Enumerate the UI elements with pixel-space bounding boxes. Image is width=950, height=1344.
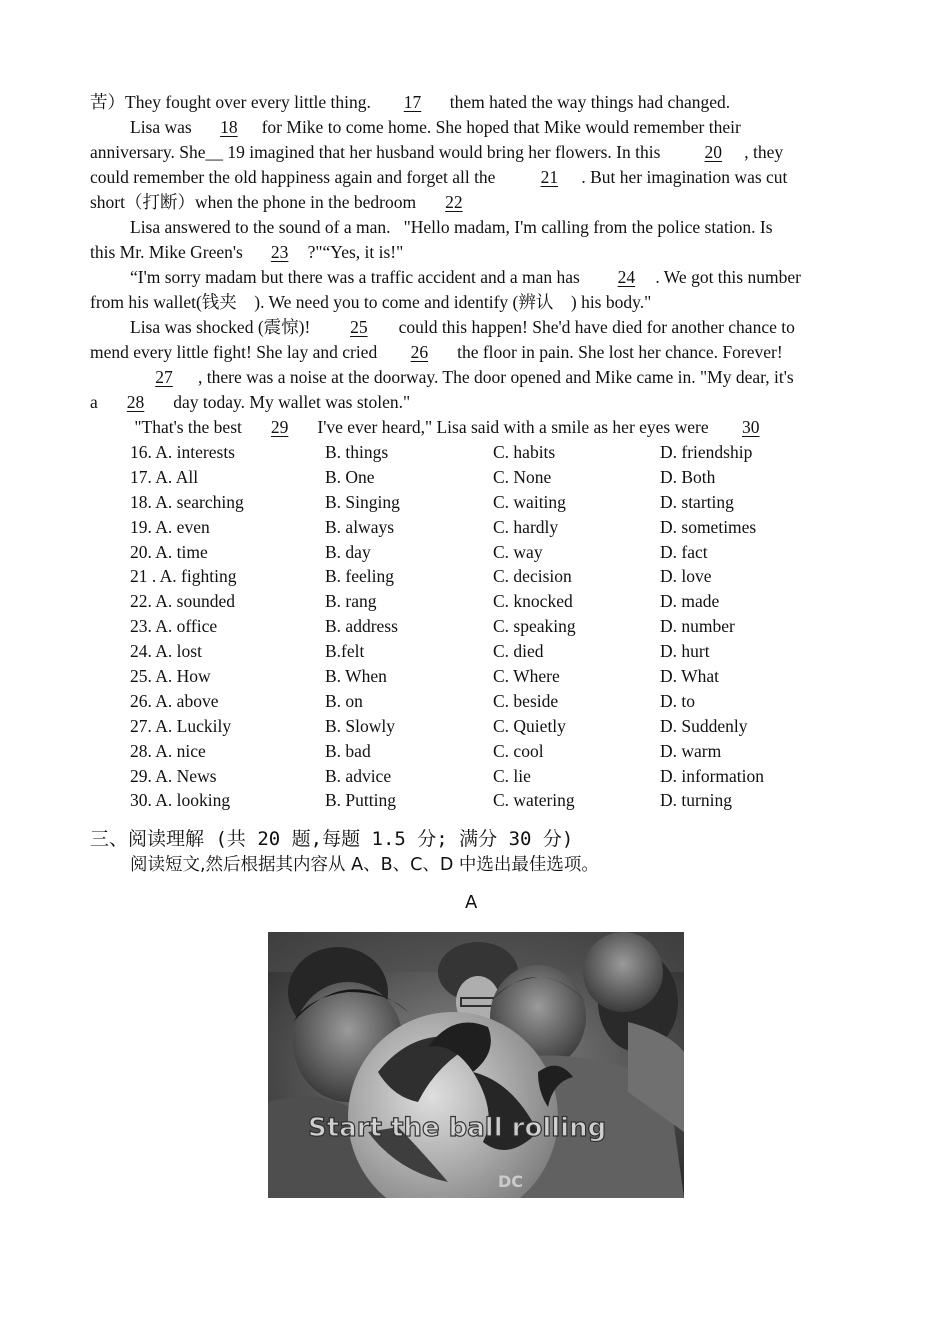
passage-line: [130, 365, 794, 390]
passage-line: [130, 265, 801, 290]
option-choice: C. Quietly: [493, 715, 566, 736]
option-choice: B. advice: [325, 765, 392, 786]
passage-text: the floor in pain. She lost her chance. Forever!: [448, 342, 783, 362]
passage-text: I've ever heard," Lisa said with a smile as her eyes were: [308, 417, 722, 437]
option-choice: B. When: [325, 666, 387, 687]
option-choice: 20. A. time: [130, 541, 208, 562]
passage-text: 苦）They fought over every little thing.: [90, 92, 385, 112]
option-row: [130, 714, 850, 739]
passage-text: them hated the way things had changed.: [441, 92, 731, 112]
option-choice: 24. A. lost: [130, 641, 202, 662]
passage-line: [90, 90, 730, 115]
option-choice: C. None: [493, 466, 552, 487]
option-row: [130, 614, 850, 639]
option-choice: 25. A. How: [130, 666, 211, 687]
option-choice: D. made: [660, 591, 720, 612]
option-choice: D. number: [660, 616, 735, 637]
option-choice: C. cool: [493, 740, 544, 761]
option-choice: C. waiting: [493, 491, 566, 512]
option-choice: C. watering: [493, 790, 575, 811]
option-choice: B. rang: [325, 591, 377, 612]
option-choice: B.felt: [325, 641, 365, 662]
option-choice: C. Where: [493, 666, 560, 687]
blank-number: 29: [270, 417, 289, 437]
option-choice: B. bad: [325, 740, 371, 761]
option-choice: 17. A. All: [130, 466, 199, 487]
passage-text: day today. My wallet was stolen.": [164, 392, 411, 412]
blank-number: 27: [155, 367, 173, 387]
passage-line: [130, 215, 773, 240]
option-row: [130, 515, 850, 540]
option-row: [130, 589, 850, 614]
passage-text: “I'm sorry madam but there was a traffic accident and a man has: [130, 267, 598, 287]
option-choice: D. Suddenly: [660, 715, 748, 736]
option-choice: 22. A. sounded: [130, 591, 235, 612]
option-row: [130, 540, 850, 565]
option-choice: C. hardly: [493, 516, 559, 537]
passage-line: [130, 315, 795, 340]
answer-options: [130, 440, 850, 813]
passage-label: A: [465, 892, 478, 913]
blank-number: 17: [403, 92, 422, 112]
option-choice: D. love: [660, 566, 712, 587]
blank-number: 23: [270, 242, 289, 262]
option-row: [130, 564, 850, 589]
option-choice: B. day: [325, 541, 371, 562]
passage-line: [90, 240, 403, 265]
option-choice: D. Both: [660, 466, 716, 487]
option-choice: C. beside: [493, 690, 559, 711]
passage-text: , they: [744, 142, 784, 162]
passage-line: [130, 415, 780, 440]
option-row: [130, 465, 850, 490]
passage-text: . But her imagination was cut: [581, 167, 788, 187]
option-choice: D. friendship: [660, 442, 753, 462]
passage-text: for Mike to come home. She hoped that Mike would remember their: [252, 117, 741, 137]
option-choice: B. things: [325, 442, 389, 462]
option-choice: 19. A. even: [130, 516, 210, 537]
option-choice: D. sometimes: [660, 516, 757, 537]
option-choice: D. turning: [660, 790, 732, 811]
blank-number: 21: [540, 167, 559, 187]
option-choice: B. Putting: [325, 790, 396, 811]
passage-text: could this happen! She'd have died for another chance to: [389, 317, 795, 337]
option-choice: B. address: [325, 616, 398, 637]
passage-text: ?"“Yes, it is!": [307, 242, 404, 262]
option-row: [130, 788, 850, 813]
option-choice: 18. A. searching: [130, 491, 244, 512]
blank-number: 20: [704, 142, 723, 162]
option-choice: D. What: [660, 666, 719, 687]
option-choice: 30. A. looking: [130, 790, 231, 811]
option-choice: D. fact: [660, 541, 708, 562]
option-choice: 29. A. News: [130, 765, 217, 786]
photo-caption: Start the ball rolling: [308, 1113, 607, 1143]
option-choice: D. warm: [660, 740, 722, 761]
passage-line: [90, 390, 410, 415]
passage-text: . We got this number: [655, 267, 801, 287]
option-choice: D. hurt: [660, 641, 710, 662]
blank-number: 24: [617, 267, 636, 287]
option-choice: D. starting: [660, 491, 734, 512]
passage-line: [90, 190, 483, 215]
passage-text: short（打断）when the phone in the bedroom: [90, 192, 425, 212]
blank-number: 30: [742, 417, 760, 437]
option-row: [130, 739, 850, 764]
passage-text: Lisa was shocked (震惊)!: [130, 317, 328, 337]
option-choice: B. on: [325, 690, 363, 711]
option-row: [130, 664, 850, 689]
option-choice: B. feeling: [325, 566, 395, 587]
passage-text: a: [90, 392, 107, 412]
section-heading: 三、阅读理解 (共 20 题,每题 1.5 分; 满分 30 分): [90, 828, 574, 850]
option-choice: B. Slowly: [325, 715, 396, 736]
option-choice: 21 . A. fighting: [130, 566, 237, 587]
option-choice: C. died: [493, 641, 544, 662]
option-choice: 27. A. Luckily: [130, 715, 232, 736]
passage-text: from his wallet(钱夹 ). We need you to come and identify (辨认 ) his body.": [90, 292, 652, 312]
passage-text: mend every little fight! She lay and cried: [90, 342, 391, 362]
option-row: [130, 639, 850, 664]
option-row: [130, 689, 850, 714]
option-choice: B. Singing: [325, 491, 400, 512]
passage-text: this Mr. Mike Green's: [90, 242, 252, 262]
option-choice: C. way: [493, 541, 543, 562]
passage-line: [90, 340, 783, 365]
option-choice: D. to: [660, 690, 695, 711]
instruction-text: 阅读短文,然后根据其内容从 A、B、C、D 中选出最佳选项。: [130, 855, 599, 875]
option-choice: 26. A. above: [130, 690, 219, 711]
option-choice: 16. A. interests: [130, 442, 235, 462]
passage-text: Lisa answered to the sound of a man. "Hello madam, I'm calling from the police station. Is: [130, 217, 773, 237]
blank-number: 18: [220, 117, 238, 137]
option-row: [130, 490, 850, 515]
passage-line: [90, 290, 651, 315]
passage-text: could remember the old happiness again and forget all the: [90, 167, 518, 187]
passage-text: anniversary. She__ 19 imagined that her husband would bring her flowers. In this: [90, 142, 683, 162]
passage-text: , there was a noise at the doorway. The door opened and Mike came in. "My dear, it's: [198, 367, 794, 387]
blank-number: 28: [126, 392, 145, 412]
blank-number: 25: [350, 317, 368, 337]
passage-line: [90, 165, 787, 190]
passage-line: [130, 115, 741, 140]
option-choice: C. speaking: [493, 616, 576, 637]
option-row: [130, 764, 850, 789]
option-choice: C. lie: [493, 765, 531, 786]
option-choice: 28. A. nice: [130, 740, 206, 761]
option-choice: C. habits: [493, 442, 556, 462]
passage-text: "That's the best: [130, 417, 251, 437]
blank-number: 22: [445, 192, 463, 212]
option-choice: B. always: [325, 516, 395, 537]
option-choice: B. One: [325, 466, 375, 487]
option-choice: D. information: [660, 765, 765, 786]
passage-line: [90, 140, 783, 165]
option-choice: 23. A. office: [130, 616, 218, 637]
shirt-logo-text: DC: [498, 1172, 524, 1191]
option-row: [130, 440, 850, 465]
option-choice: C. decision: [493, 566, 572, 587]
blank-number: 26: [410, 342, 429, 362]
children-football-photo: [268, 932, 684, 1198]
passage-text: Lisa was: [130, 117, 205, 137]
option-choice: C. knocked: [493, 591, 573, 612]
